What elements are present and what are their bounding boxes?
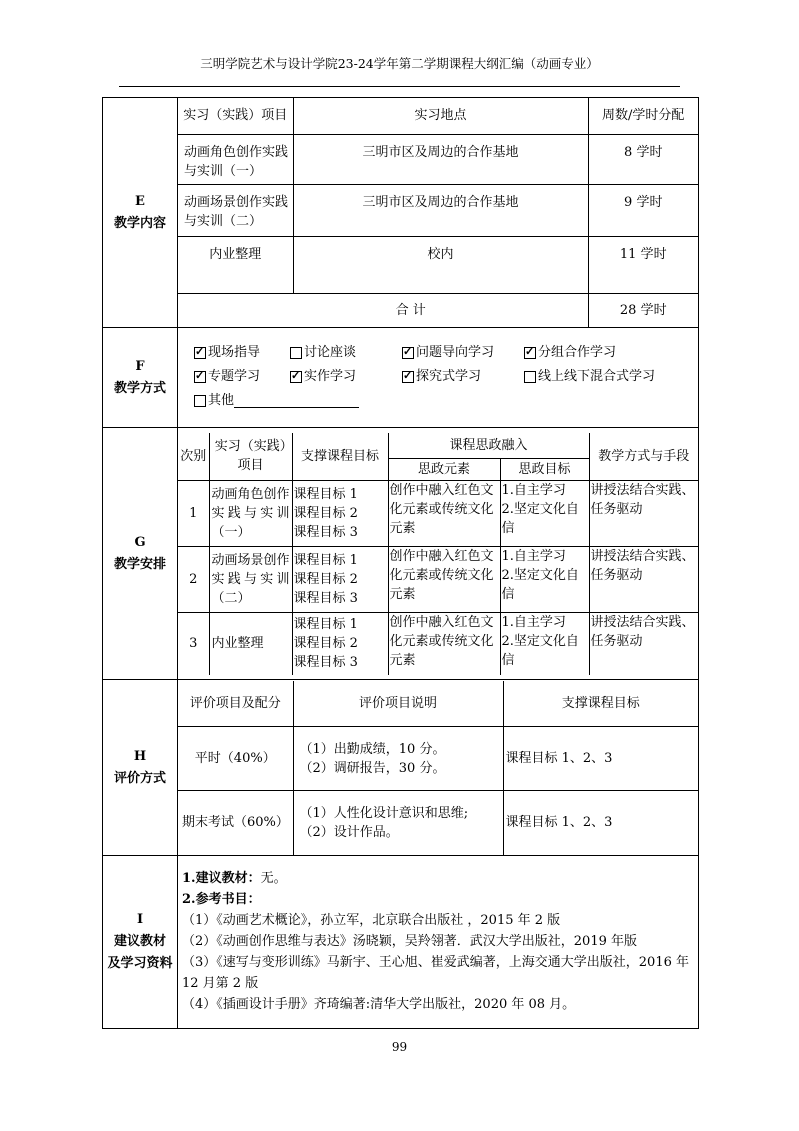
- goal-line: 课程目标 3: [293, 655, 358, 671]
- eval-goals: 课程目标 1、2、3: [503, 791, 698, 855]
- ref-item: （2）《动画创作思维与表达》汤晓颖，吴羚翎著．武汉大学出版社，2019 年版: [182, 933, 637, 949]
- checkbox-checked-icon[interactable]: [402, 371, 414, 383]
- schedule-index: 2: [178, 547, 209, 613]
- eval-row: [178, 727, 698, 791]
- goal-line: 课程目标 1: [293, 617, 358, 633]
- practice-header-hours: 周数/学时分配: [588, 98, 698, 134]
- practice-project: 内业整理: [178, 236, 293, 293]
- checkbox-checked-icon[interactable]: [290, 371, 302, 383]
- schedule-elements: 创作中融入红色文化元素或传统文化元素: [388, 613, 500, 675]
- schedule-method: 讲授法结合实践、任务驱动: [589, 481, 698, 547]
- method-item[interactable]: [524, 341, 616, 365]
- eval-row: [178, 791, 698, 855]
- schedule-header-goals: 支撑课程目标: [292, 433, 388, 481]
- practice-row: [178, 134, 698, 184]
- target-line: 1.自主学习: [501, 549, 566, 564]
- section-f-name: 教学方式: [113, 380, 166, 396]
- practice-hours: 11 学时: [588, 236, 698, 293]
- schedule-method: 讲授法结合实践、任务驱动: [589, 613, 698, 675]
- target-line: 2.坚定文化自信: [501, 502, 579, 536]
- method-label: 线上线下混合式学习: [538, 368, 656, 384]
- section-i-label: [103, 856, 178, 1029]
- textbook-value: 无。: [260, 870, 287, 886]
- schedule-elements: 创作中融入红色文化元素或传统文化元素: [388, 547, 500, 613]
- section-i-letter: I: [136, 912, 144, 927]
- method-label: 现场指导: [208, 344, 261, 360]
- ref-item: （3）《速写与变形训练》马新宇、王心旭、崔爱武编著，上海交通大学出版社，2016 年 12 月第 2 版: [182, 954, 689, 991]
- other-blank-line[interactable]: [234, 393, 359, 408]
- goal-line: 课程目标 1: [293, 487, 358, 502]
- page-number: 99: [391, 1040, 408, 1054]
- checkbox-checked-icon[interactable]: [194, 347, 206, 359]
- practice-row: [178, 236, 698, 293]
- goal-line: 课程目标 1: [293, 553, 358, 568]
- schedule-targets: [500, 481, 589, 547]
- schedule-project: 动画场景创作实践与实训（二）: [209, 547, 292, 613]
- schedule-header-index: 次别: [178, 433, 209, 481]
- practice-place: 三明市区及周边的合作基地: [293, 134, 588, 184]
- schedule-header-method: 教学方式与手段: [589, 433, 698, 481]
- eval-item: 平时（40%）: [178, 727, 293, 791]
- practice-total-row: [178, 293, 698, 327]
- section-g-content: [178, 428, 699, 680]
- eval-header-goals: 支撑课程目标: [503, 681, 698, 727]
- practice-total-hours: 28 学时: [588, 293, 698, 327]
- refs-label: 2.参考书目：: [182, 891, 261, 907]
- schedule-goals: [292, 547, 388, 613]
- eval-header-item: 评价项目及配分: [178, 681, 293, 727]
- section-g-label: [103, 428, 178, 680]
- schedule-row: [178, 547, 698, 613]
- checkbox-checked-icon[interactable]: [402, 347, 414, 359]
- section-i-name-line1: 建议教材: [113, 934, 166, 949]
- section-e-content: [178, 98, 699, 328]
- method-item[interactable]: [194, 389, 359, 413]
- practice-project: 动画角色创作实践与实训（一）: [178, 134, 293, 184]
- eval-desc-line: （2）调研报告，30 分。: [299, 760, 446, 776]
- method-item[interactable]: [402, 365, 520, 389]
- method-label: 实作学习: [304, 368, 357, 384]
- header-rule: [119, 86, 680, 87]
- method-label: 问题导向学习: [416, 344, 495, 360]
- practice-header-project: 实习（实践）项目: [178, 98, 293, 134]
- schedule-header-ideology: 课程思政融入: [388, 433, 589, 459]
- goal-line: 课程目标 2: [293, 506, 358, 521]
- method-item[interactable]: [524, 365, 655, 389]
- method-item[interactable]: [194, 341, 286, 365]
- eval-header-desc: 评价项目说明: [293, 681, 503, 727]
- ref-item: （4）《插画设计手册》齐琦编著:清华大学出版社，2020 年 08 月。: [182, 996, 576, 1012]
- practice-place: 三明市区及周边的合作基地: [293, 184, 588, 236]
- method-item[interactable]: [290, 365, 398, 389]
- section-i-name-line2: 及学习资料: [107, 956, 173, 971]
- schedule-targets: [500, 547, 589, 613]
- practice-table: [178, 98, 698, 327]
- schedule-goals: [292, 613, 388, 675]
- method-label: 探究式学习: [416, 368, 482, 384]
- schedule-targets: [500, 613, 589, 675]
- practice-hours: 8 学时: [588, 134, 698, 184]
- section-h-letter: H: [133, 748, 147, 764]
- section-e-letter: E: [135, 193, 145, 209]
- eval-desc-line: （2）设计作品。: [299, 824, 399, 840]
- target-line: 1.自主学习: [501, 615, 566, 630]
- schedule-header-elements: 思政元素: [388, 459, 500, 481]
- schedule-project: 内业整理: [209, 613, 292, 675]
- section-i-content: [178, 856, 699, 1029]
- page-header: 三明学院艺术与设计学院23-24学年第二学期课程大纲汇编（动画专业）: [200, 56, 599, 71]
- method-label: 分组合作学习: [538, 344, 617, 360]
- section-f-content: [178, 328, 699, 428]
- section-e-name: 教学内容: [113, 215, 166, 231]
- schedule-row: [178, 481, 698, 547]
- eval-goals: 课程目标 1、2、3: [503, 727, 698, 791]
- schedule-index: 3: [178, 613, 209, 675]
- goal-line: 课程目标 3: [293, 591, 358, 606]
- section-f-letter: F: [135, 358, 145, 374]
- checkbox-checked-icon[interactable]: [524, 347, 536, 359]
- eval-desc-line: （1）出勤成绩，10 分。: [299, 741, 446, 757]
- eval-item: 期末考试（60%）: [178, 791, 293, 855]
- section-g-letter: G: [134, 534, 146, 550]
- textbook-label: 1.建议教材：: [182, 870, 261, 886]
- eval-desc-line: （1）人性化设计意识和思维;: [299, 805, 469, 821]
- eval-desc: [293, 791, 503, 855]
- checkbox-empty-icon[interactable]: [524, 371, 536, 383]
- syllabus-table: [102, 97, 699, 1029]
- goal-line: 课程目标 3: [293, 525, 358, 540]
- section-h-content: [178, 680, 699, 856]
- method-item[interactable]: [290, 341, 398, 365]
- eval-desc: [293, 727, 503, 791]
- section-h-name: 评价方式: [113, 770, 166, 786]
- target-line: 1.自主学习: [501, 483, 566, 498]
- practice-place: 校内: [293, 236, 588, 293]
- schedule-row: [178, 613, 698, 675]
- section-g-name: 教学安排: [113, 556, 166, 572]
- practice-row: [178, 184, 698, 236]
- method-item[interactable]: [402, 341, 520, 365]
- schedule-method: 讲授法结合实践、任务驱动: [589, 547, 698, 613]
- section-f-label: [103, 328, 178, 428]
- schedule-goals: [292, 481, 388, 547]
- schedule-table: [178, 433, 698, 675]
- goal-line: 课程目标 2: [293, 636, 358, 652]
- practice-hours: 9 学时: [588, 184, 698, 236]
- schedule-project: 动画角色创作实践与实训（一）: [209, 481, 292, 547]
- target-line: 2.坚定文化自信: [501, 634, 579, 668]
- ref-item: （1）《动画艺术概论》，孙立军，北京联合出版社 ，2015 年 2 版: [182, 912, 561, 928]
- goal-line: 课程目标 2: [293, 572, 358, 587]
- checkbox-checked-icon[interactable]: [194, 371, 206, 383]
- checkbox-empty-icon[interactable]: [194, 395, 206, 407]
- method-item[interactable]: [194, 365, 286, 389]
- method-label: 其他: [208, 392, 235, 408]
- schedule-index: 1: [178, 481, 209, 547]
- practice-total-label: 合 计: [178, 293, 588, 327]
- method-label: 讨论座谈: [304, 344, 357, 360]
- practice-header-place: 实习地点: [293, 98, 588, 134]
- checkbox-empty-icon[interactable]: [290, 347, 302, 359]
- schedule-elements: 创作中融入红色文化元素或传统文化元素: [388, 481, 500, 547]
- schedule-header-targets: 思政目标: [500, 459, 589, 481]
- method-label: 专题学习: [208, 368, 261, 384]
- target-line: 2.坚定文化自信: [501, 568, 579, 602]
- section-h-label: [103, 680, 178, 856]
- materials-list: [178, 862, 698, 1023]
- evaluation-table: [178, 681, 698, 855]
- teaching-methods: [178, 333, 698, 423]
- schedule-header-project: 实习（实践）项目: [209, 433, 292, 481]
- practice-project: 动画场景创作实践与实训（二）: [178, 184, 293, 236]
- section-e-label: [103, 98, 178, 328]
